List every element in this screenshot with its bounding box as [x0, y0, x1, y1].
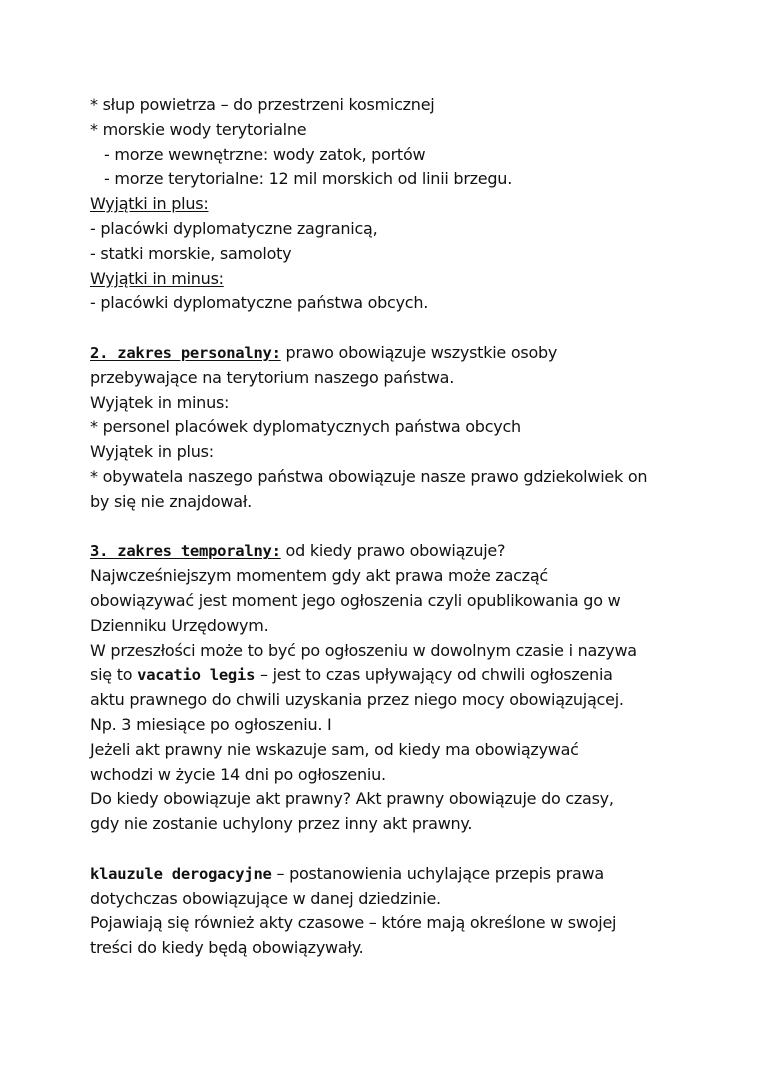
text-line: * personel placówek dyplomatycznych państwa obcych [90, 417, 521, 437]
paragraph-gap [90, 515, 690, 540]
text-line: gdy nie zostanie uchylony przez inny akt prawny. [90, 814, 473, 834]
paragraph-gap [90, 837, 690, 862]
subheading-exceptions-plus: Wyjątki in plus: [90, 194, 209, 214]
term-klauzule-derogacyjne: klauzule derogacyjne [90, 864, 272, 883]
derogation-line [90, 862, 690, 887]
text-line: obowiązywać jest moment jego ogłoszenia czyli opublikowania go w [90, 590, 621, 610]
text-line: Najwcześniejszym momentem gdy akt prawa może zacząć [90, 566, 548, 586]
text-line: - placówki dyplomatyczne państwa obcych. [90, 293, 429, 313]
text-line: Wyjątek in minus: [90, 392, 230, 412]
text-line: * obywatela naszego państwa obowiązuje nasze prawo gdziekolwiek on [90, 466, 648, 486]
text-line: - morze wewnętrzne: wody zatok, portów [104, 144, 426, 164]
text-line: Dzienniku Urzędowym. [90, 615, 269, 635]
text-line: Pojawiają się również akty czasowe – które mają określone w swojej [90, 913, 617, 933]
document-body [90, 93, 690, 961]
text-line: aktu prawnego do chwili uzyskania przez niego mocy obowiązującej. [90, 690, 624, 710]
text-span: się to [90, 665, 138, 685]
text-line: - statki morskie, samoloty [90, 243, 292, 263]
text-span: od kiedy prawo obowiązuje? [280, 541, 506, 561]
text-line: Wyjątek in plus: [90, 442, 214, 462]
section-2-line [90, 341, 690, 366]
text-line: by się nie znajdował. [90, 491, 252, 511]
text-line: * morskie wody terytorialne [90, 119, 307, 139]
section-3-line [90, 539, 690, 564]
text-line: - placówki dyplomatyczne zagranicą, [90, 218, 378, 238]
text-line: Jeżeli akt prawny nie wskazuje sam, od kiedy ma obowiązywać [90, 739, 579, 759]
text-line: * słup powietrza – do przestrzeni kosmicznej [90, 95, 435, 114]
text-line: przebywające na terytorium naszego państwa. [90, 367, 455, 387]
text-line: Np. 3 miesiące po ogłoszeniu. I [90, 714, 332, 734]
text-line: - morze terytorialne: 12 mil morskich od linii brzegu. [104, 169, 513, 189]
section-2-heading: 2. zakres personalny: [90, 343, 281, 362]
section-3-heading: 3. zakres temporalny: [90, 542, 281, 561]
vacatio-legis-line [90, 663, 690, 688]
text-line: W przeszłości może to być po ogłoszeniu w dowolnym czasie i nazywa [90, 640, 637, 660]
text-line: wchodzi w życie 14 dni po ogłoszeniu. [90, 764, 386, 784]
text-span: – jest to czas upływający od chwili ogłoszenia [255, 665, 613, 685]
subheading-exceptions-minus: Wyjątki in minus: [90, 268, 224, 288]
term-vacatio-legis: vacatio legis [137, 666, 256, 685]
text-line: Do kiedy obowiązuje akt prawny? Akt prawny obowiązuje do czasy, [90, 789, 614, 809]
text-span: – postanowienia uchylające przepis prawa [271, 863, 604, 883]
text-line: dotychczas obowiązujące w danej dziedzinie. [90, 888, 441, 908]
text-span: prawo obowiązuje wszystkie osoby [280, 342, 558, 362]
text-line: treści do kiedy będą obowiązywały. [90, 938, 364, 958]
paragraph-gap [90, 316, 690, 341]
